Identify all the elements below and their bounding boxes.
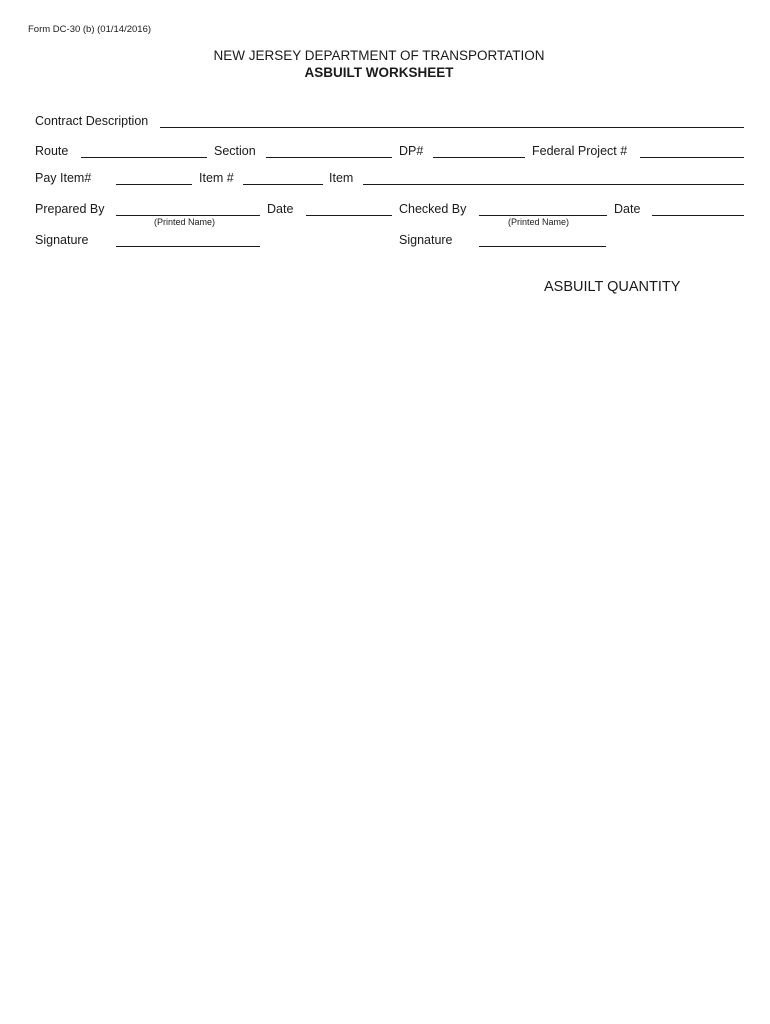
signature-prepared-label: Signature [35, 233, 89, 247]
page-title: ASBUILT WORKSHEET [304, 65, 454, 80]
route-field[interactable] [81, 157, 207, 158]
contract-description-field[interactable] [160, 127, 744, 128]
section-label: Section [214, 144, 256, 158]
prepared-date-field[interactable] [306, 215, 392, 216]
prepared-by-label: Prepared By [35, 202, 105, 216]
item-label: Item [329, 171, 354, 185]
form-id: Form DC-30 (b) (01/14/2016) [28, 24, 152, 35]
pay-item-label: Pay Item# [35, 171, 92, 185]
signature-checked-field[interactable] [479, 246, 606, 247]
item-number-label: Item # [199, 171, 234, 185]
section-field[interactable] [266, 157, 392, 158]
department-name: NEW JERSEY DEPARTMENT OF TRANSPORTATION [213, 48, 545, 63]
federal-project-field[interactable] [640, 157, 744, 158]
prepared-printed-name-hint: (Printed Name) [154, 217, 216, 227]
prepared-date-label: Date [267, 202, 294, 216]
checked-by-label: Checked By [399, 202, 467, 216]
pay-item-field[interactable] [116, 184, 192, 185]
checked-date-field[interactable] [652, 215, 744, 216]
signature-checked-label: Signature [399, 233, 453, 247]
item-field[interactable] [363, 184, 744, 185]
item-number-field[interactable] [243, 184, 323, 185]
federal-project-label: Federal Project # [532, 144, 628, 158]
checked-printed-name-hint: (Printed Name) [508, 217, 570, 227]
contract-description-label: Contract Description [35, 114, 149, 128]
prepared-by-field[interactable] [116, 215, 260, 216]
dp-field[interactable] [433, 157, 525, 158]
checked-by-field[interactable] [479, 215, 607, 216]
dp-label: DP# [399, 144, 424, 158]
route-label: Route [35, 144, 69, 158]
asbuilt-quantity-heading: ASBUILT QUANTITY [544, 279, 681, 295]
checked-date-label: Date [614, 202, 641, 216]
signature-prepared-field[interactable] [116, 246, 260, 247]
